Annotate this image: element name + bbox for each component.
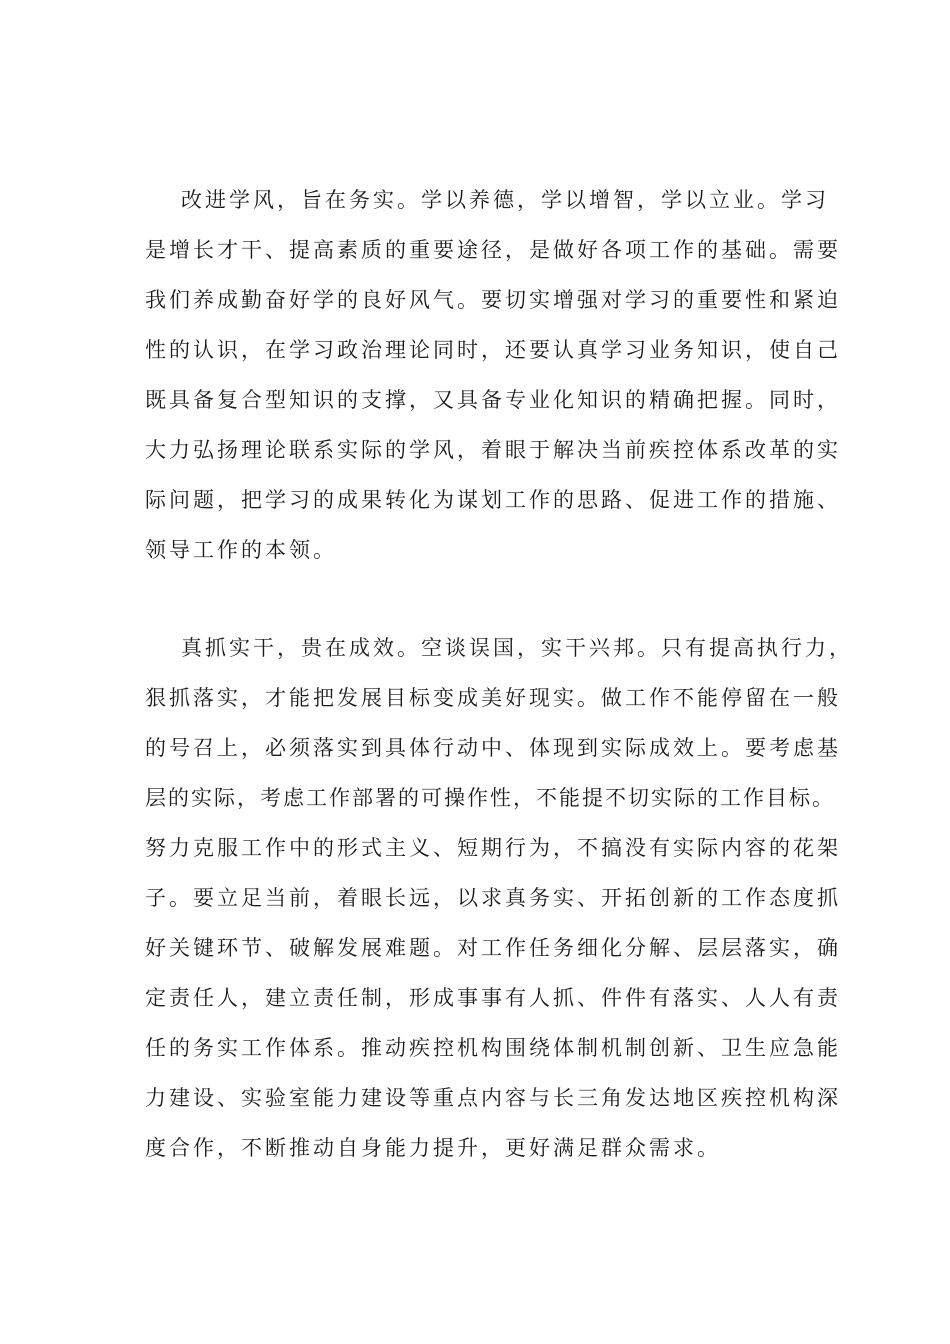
paragraph-line: 层的实际，考虑工作部署的可操作性，不能提不切实际的工作目标。 [145,786,835,810]
paragraph-line: 力建设、实验室能力建设等重点内容与长三角发达地区疾控机构深 [145,1086,841,1110]
paragraph-line: 真抓实干，贵在成效。空谈误国，实干兴邦。只有提高执行力， [181,636,853,660]
paragraph-line: 既具备复合型知识的支撑，又具备专业化知识的精确把握。同时， [145,388,841,412]
paragraph-line: 好关键环节、破解发展难题。对工作任务细化分解、层层落实，确 [145,936,841,960]
paragraph-line: 度合作，不断推动自身能力提升，更好满足群众需求。 [145,1136,721,1160]
paragraph-line: 际问题，把学习的成果转化为谋划工作的思路、促进工作的措施、 [145,488,841,512]
paragraph-line: 改进学风，旨在务实。学以养德，学以增智，学以立业。学习 [181,188,829,212]
paragraph-line: 努力克服工作中的形式主义、短期行为，不搞没有实际内容的花架 [145,836,841,860]
paragraph-line: 领导工作的本领。 [145,538,337,562]
paragraph-line: 的号召上，必须落实到具体行动中、体现到实际成效上。要考虑基 [145,736,841,760]
paragraph-line: 任的务实工作体系。推动疾控机构围绕体制机制创新、卫生应急能 [145,1036,841,1060]
paragraph-line: 我们养成勤奋好学的良好风气。要切实增强对学习的重要性和紧迫 [145,288,841,312]
paragraph-line: 性的认识，在学习政治理论同时，还要认真学习业务知识，使自己 [145,338,841,362]
paragraph-line: 定责任人，建立责任制，形成事事有人抓、件件有落实、人人有责 [145,986,841,1010]
paragraph-line: 大力弘扬理论联系实际的学风，着眼于解决当前疾控体系改革的实 [145,438,841,462]
paragraph-line: 是增长才干、提高素质的重要途径，是做好各项工作的基础。需要 [145,238,841,262]
paragraph-line: 狠抓落实，才能把发展目标变成美好现实。做工作不能停留在一般 [145,686,841,710]
paragraph-line: 子。要立足当前，着眼长远，以求真务实、开拓创新的工作态度抓 [145,886,841,910]
